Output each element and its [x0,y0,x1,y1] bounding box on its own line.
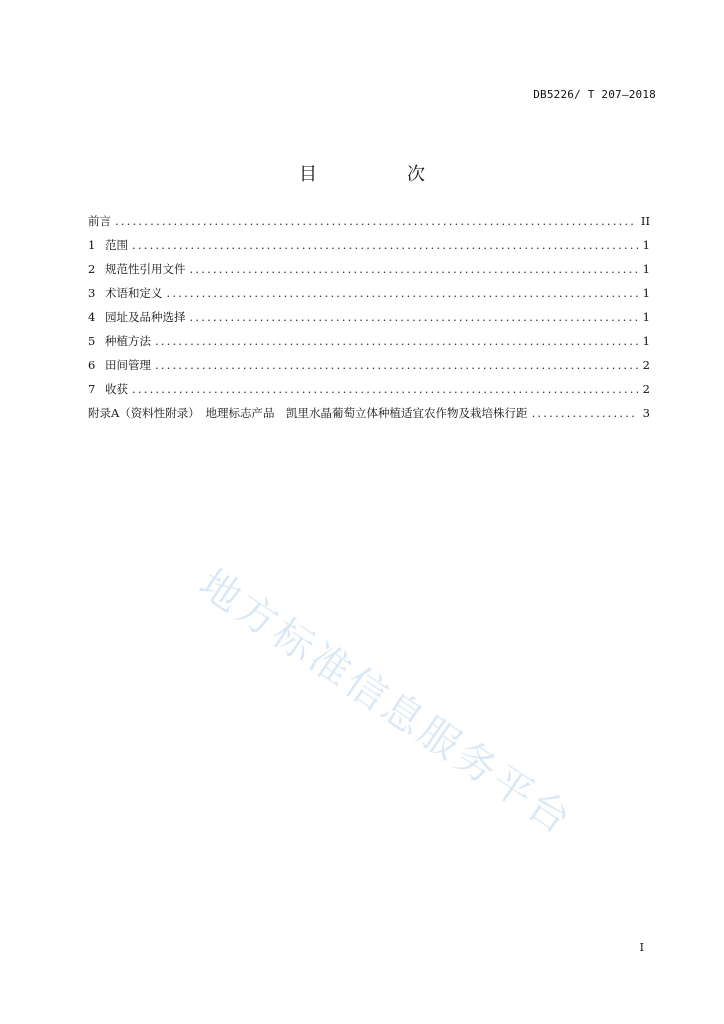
toc-entry-label: 规范性引用文件 [105,262,186,276]
toc-entry-label: 范围 [105,238,128,252]
toc-leader-dots [190,262,639,276]
toc-page-number: II [640,214,650,228]
toc-leader-dots [115,214,637,228]
toc-section-number: 1 [88,238,96,252]
toc-page-number: 1 [642,310,650,324]
toc-leader-dots [190,310,639,324]
toc-page-number: 2 [642,358,650,372]
toc-section-number: 6 [88,358,96,372]
toc-section-number: 7 [88,382,96,396]
toc-entry-field-management[interactable] [88,357,650,381]
toc-entry-scope[interactable] [88,237,650,261]
toc-section-number: 2 [88,262,96,276]
toc-leader-dots [132,238,638,252]
toc-entry-planting-method[interactable] [88,333,650,357]
watermark: 地方标准信息服务平台 [190,560,582,845]
toc-page-number: 2 [642,382,650,396]
toc-entry-normative-references[interactable] [88,261,650,285]
toc-leader-dots [532,406,638,420]
toc-leader-dots [155,358,638,372]
toc-entry-harvest[interactable] [88,381,650,405]
toc-page-number: 1 [642,238,650,252]
toc-entry-label: 术语和定义 [105,286,163,300]
toc-leader-dots [167,286,639,300]
toc-entry-foreword[interactable] [88,213,650,237]
toc-entry-label: 种植方法 [105,334,151,348]
toc-entry-label: 收获 [105,382,128,396]
document-code: DB5226/ T 207—2018 [533,88,656,101]
toc-page-number: 1 [642,262,650,276]
toc-entry-terms-definitions[interactable] [88,285,650,309]
toc-leader-dots [155,334,638,348]
toc-entry-label: 田间管理 [105,358,151,372]
toc-section-number: 3 [88,286,96,300]
table-of-contents [88,213,650,429]
toc-entry-appendix-a[interactable] [88,405,650,429]
toc-entry-site-variety[interactable] [88,309,650,333]
toc-page-number: 3 [642,406,650,420]
toc-leader-dots [132,382,638,396]
toc-entry-label: 园址及品种选择 [105,310,186,324]
toc-section-number: 4 [88,310,96,324]
toc-page-number: 1 [642,334,650,348]
toc-section-number: 5 [88,334,96,348]
toc-page-number: 1 [642,286,650,300]
page-number: I [639,941,644,954]
toc-entry-label: 附录A（资料性附录） 地理标志产品 凯里水晶葡萄立体种植适宜农作物及栽培株行距 [88,406,528,420]
toc-entry-label: 前言 [88,214,111,228]
page-title: 目 次 [299,164,461,185]
